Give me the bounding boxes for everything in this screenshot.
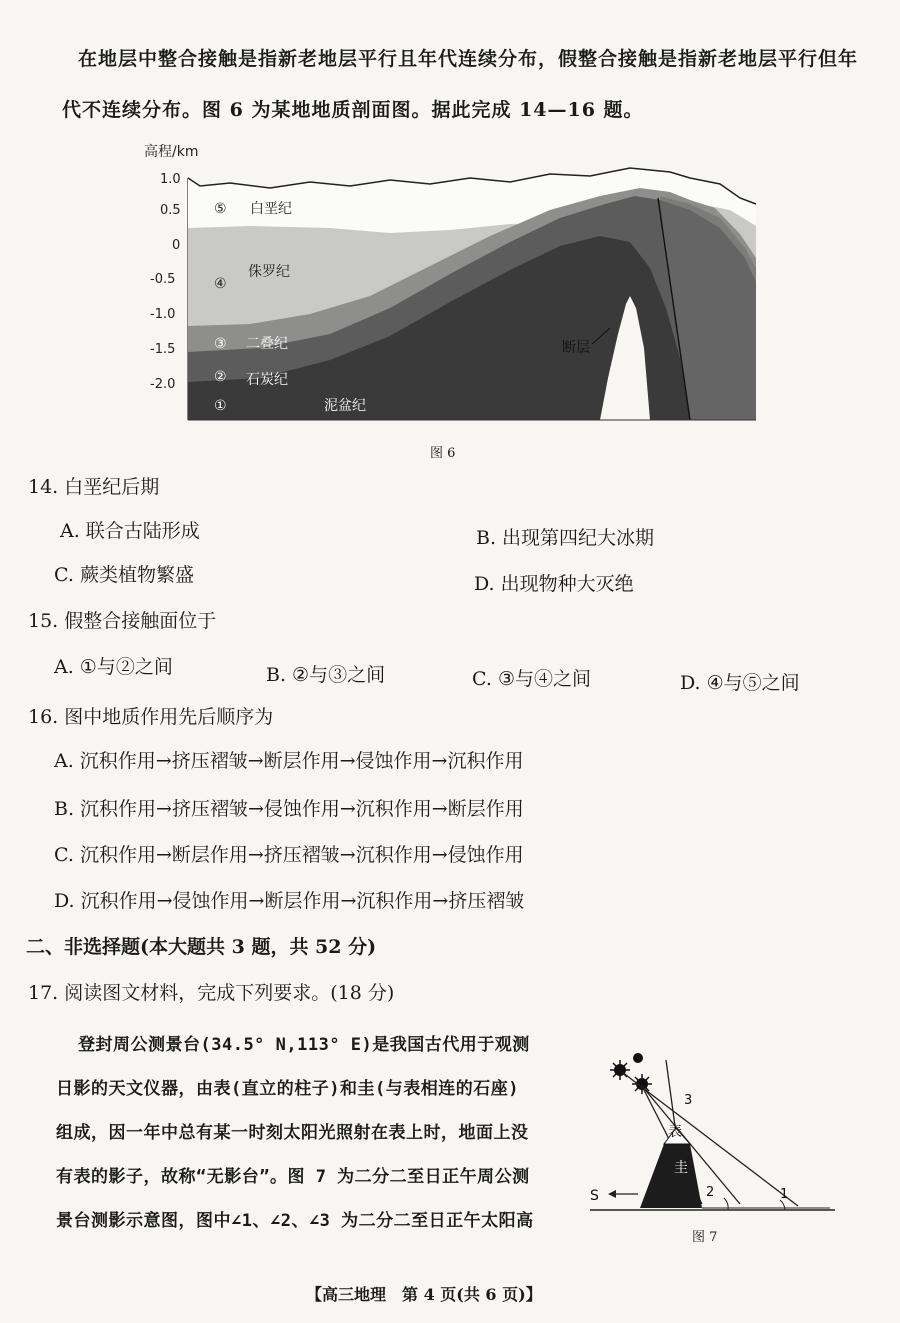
q16-option-b[interactable]: B. 沉积作用→挤压褶皱→侵蚀作用→沉积作用→断层作用 <box>54 798 524 820</box>
q15-option-c[interactable]: C. ③与④之间 <box>472 668 591 690</box>
material-line: 有表的影子，故称“无影台”。图 7 为二分二至日正午周公测 <box>56 1167 530 1187</box>
layer-num: ③ <box>214 336 227 352</box>
layer-num: ⑤ <box>214 201 227 217</box>
q15-option-b[interactable]: B. ②与③之间 <box>266 664 386 686</box>
y-tick: -1.5 <box>150 342 176 357</box>
question-14-stem: 14. 白垩纪后期 <box>28 476 160 498</box>
figure-6-caption: 图 6 <box>430 446 456 461</box>
angle-label: 3 <box>684 1093 693 1108</box>
q14-option-c[interactable]: C. 蕨类植物繁盛 <box>54 564 194 586</box>
question-16-stem: 16. 图中地质作用先后顺序为 <box>28 706 274 728</box>
intro-line-1: 在地层中整合接触是指新老地层平行且年代连续分布，假整合接触是指新老地层平行但年 <box>78 48 859 70</box>
angle-label: 1 <box>780 1187 789 1202</box>
y-tick: -0.5 <box>150 272 176 287</box>
gui-label: 圭 <box>674 1160 688 1176</box>
section-2-title: 二、非选择题(本大题共 3 题，共 52 分) <box>26 936 377 958</box>
y-tick: 1.0 <box>160 172 181 187</box>
q16-option-a[interactable]: A. 沉积作用→挤压褶皱→断层作用→侵蚀作用→沉积作用 <box>54 750 524 772</box>
direction-label: S <box>590 1188 599 1204</box>
sun-icon <box>610 1053 652 1094</box>
y-axis <box>150 172 181 392</box>
question-17-stem: 17. 阅读图文材料，完成下列要求。(18 分) <box>28 982 395 1004</box>
layer-num: ① <box>214 398 227 414</box>
material-line: 组成，因一年中总有某一时刻太阳光照射在表上时，地面上没 <box>56 1123 529 1143</box>
fault-label: 断层 <box>562 340 590 356</box>
material-line: 景台测影示意图，图中∠1、∠2、∠3 为二分二至日正午太阳高 <box>56 1211 534 1231</box>
question-15-stem: 15. 假整合接触面位于 <box>28 610 217 632</box>
layer-name: 二叠纪 <box>246 336 288 352</box>
y-tick: 0 <box>172 238 181 253</box>
layer-name: 泥盆纪 <box>324 398 366 414</box>
layer-name: 石炭纪 <box>246 372 288 388</box>
q16-option-c[interactable]: C. 沉积作用→断层作用→挤压褶皱→沉积作用→侵蚀作用 <box>54 844 524 866</box>
q15-option-a[interactable]: A. ①与②之间 <box>54 656 173 678</box>
page-footer: 【高三地理 第 4 页(共 6 页)】 <box>306 1285 542 1304</box>
layer-num: ④ <box>214 276 227 292</box>
q14-option-a[interactable]: A. 联合古陆形成 <box>60 520 200 542</box>
biao-label: 表 <box>668 1124 682 1140</box>
figure-7-caption: 图 7 <box>692 1230 718 1245</box>
layer-name: 白垩纪 <box>250 201 292 217</box>
y-tick: -1.0 <box>150 307 176 322</box>
q14-option-b[interactable]: B. 出现第四纪大冰期 <box>476 527 655 549</box>
y-tick: 0.5 <box>160 203 181 218</box>
layer-num: ② <box>214 369 227 385</box>
y-tick: -2.0 <box>150 377 176 392</box>
q16-option-d[interactable]: D. 沉积作用→侵蚀作用→断层作用→沉积作用→挤压褶皱 <box>54 890 525 912</box>
y-axis-title: 高程/km <box>144 144 199 160</box>
figure-7 <box>580 1048 840 1248</box>
gui-block <box>640 1144 702 1208</box>
figure-6 <box>130 138 770 438</box>
material-line: 日影的天文仪器，由表(直立的柱子)和圭(与表相连的石座) <box>56 1079 519 1099</box>
angle-label: 2 <box>706 1185 715 1200</box>
q15-option-d[interactable]: D. ④与⑤之间 <box>680 672 800 694</box>
q14-option-d[interactable]: D. 出现物种大灭绝 <box>474 573 634 595</box>
material-line: 登封周公测景台(34.5° N,113° E)是我国古代用于观测 <box>78 1035 530 1055</box>
intro-line-2: 代不连续分布。图 6 为某地地质剖面图。据此完成 14—16 题。 <box>62 99 644 121</box>
layer-name: 侏罗纪 <box>248 264 290 280</box>
